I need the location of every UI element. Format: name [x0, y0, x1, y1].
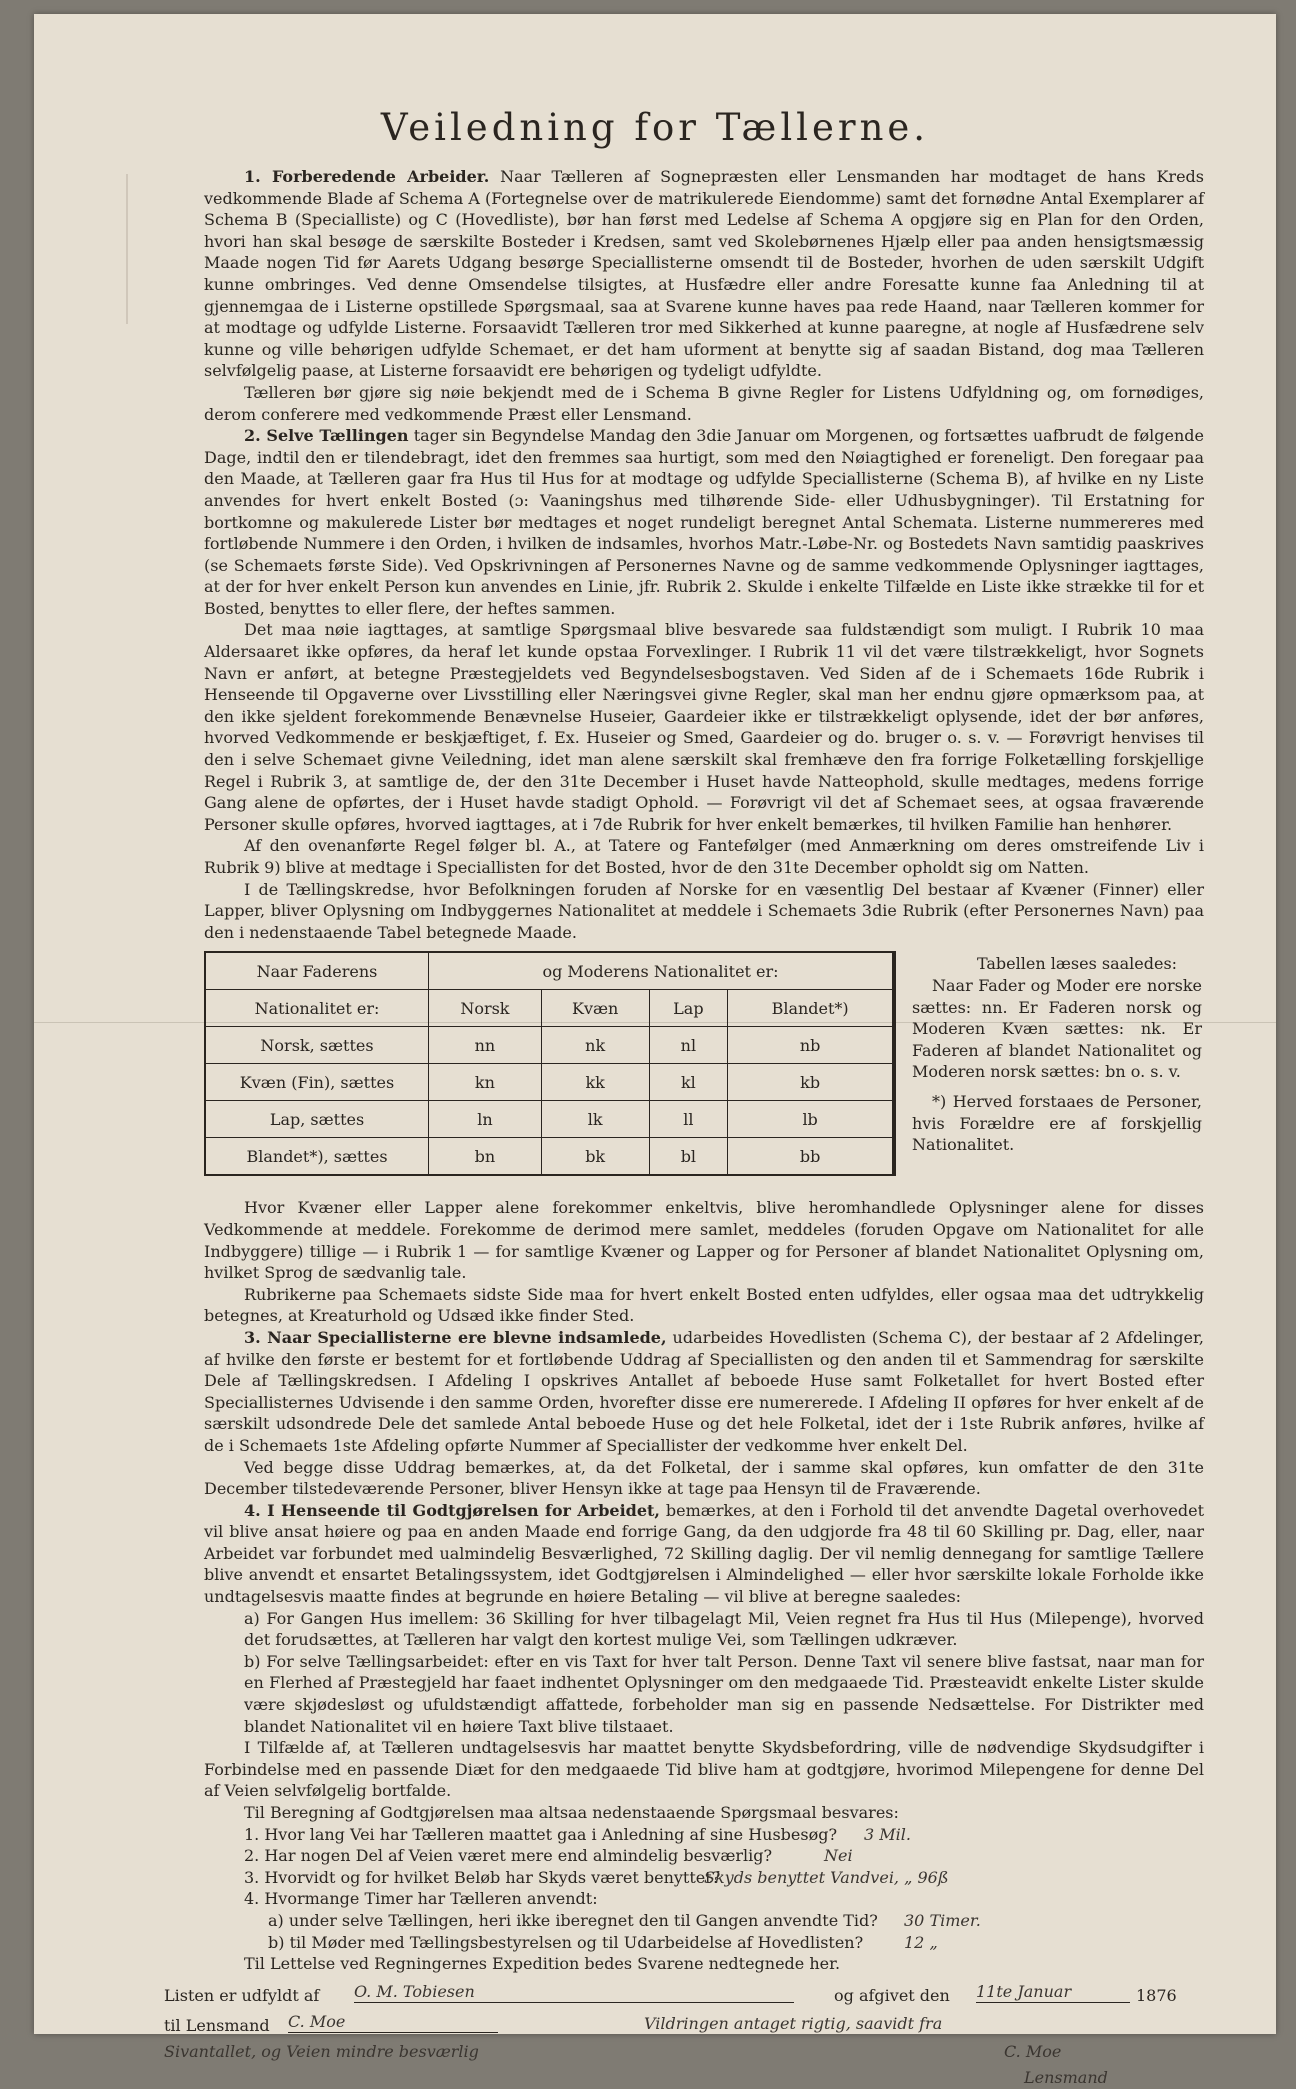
- table-cell: bk: [541, 1138, 649, 1176]
- question-answer: Skyds benyttet Vandvei, „ 96ß: [704, 1867, 949, 1887]
- lensmand-label: til Lensmand: [164, 2015, 270, 2035]
- question-row: [204, 1824, 1204, 1846]
- section-1-heading: 1. Forberedende Arbeider.: [244, 167, 490, 186]
- row-label: Kvæn (Fin), sættes: [205, 1064, 429, 1101]
- section-4-paragraph: [204, 1500, 1204, 1608]
- section-1-text: Naar Tælleren af Sognepræsten eller Lensmanden har modtaget de hans Kreds vedkommende Blade af Schema A (Fortegnelse over de matrikulerede Eiendomme) samt det fornødne Antal Exemplarer af Schema B (Specialliste) og C (Hovedliste), bør han først med Ledelse af Schema A opgjøre sig en Plan for den Orden, hvori han skal besøge de særskilte Bosteder i Kredsen, samt ved Skolebørnenes Hjælp eller paa anden hensigtsmæssig Maade nogen Tid før Aarets Udgang besørge Speciallisterne omsendt til de Bosteder, hvorhen de uden særskilt Udgift kunne ombringes. Ved denne Omsendelse tilsigtes, at Husfædre eller andre Foresatte kunne faa Anledning til at gjennemgaa de i Listerne opstillede Spørgsmaal, saa at Svarene kunne haves paa rede Haand, naar Tælleren kommer for at modtage og udfylde Listerne. Forsaavidt Tælleren tror med Sikkerhed at kunne paaregne, at nogle af Husfædrene selv kunne og ville behørigen udfylde Schemaet, er det ham uforment at benytte sig af saadan Bistand, dog maa Tælleren selvfølgelig paase, at Listerne forsaavidt ere behørigen og tydeligt udfyldte.: [204, 167, 1205, 381]
- table-cell: nk: [541, 1027, 649, 1064]
- column-header: Blandet*): [728, 990, 894, 1027]
- table-cell: ln: [429, 1101, 542, 1138]
- section-2-paragraph-2: Det maa nøie iagttages, at samtlige Spørgsmaal blive besvarede saa fuldstændigt som muligt. I Rubrik 10 maa Aldersaaret ikke opføres, da heraf let kunde opstaa Forvexlinger. I Rubrik 11 vil det være tilstrækkeligt, hvor Sognets Navn er anført, at betegne Præstegjeldets ved Begyndelsesbogstaven. Ved Siden af de i Schemaets 16de Rubrik i Henseende til Opgaverne over Livsstilling eller Næringsvei givne Regler, skal man her endnu gjøre opmærksom paa, at den ikke sjeldent forekommende Benævnelse Huseier, Gaardeier ikke er tilstrækkeligt oplysende, idet der bør anføres, hvorved Vedkommende er beskjæftiget, f. Ex. Huseier og Smed, Gaardeier og do. bruger o. s. v. — Forøvrigt henvises til den i selve Schemaet givne Veiledning, idet man alene særskilt skal fremhæve den fra forrige Folketælling forskjellige Regel i Rubrik 3, at samtlige de, der den 31te December i Huset havde Natteophold, skulle medtages, medens forrige Gang alene de opførtes, der i Huset havde stadigt Ophold. — Forøvrigt vil det af Schemaet sees, at ogsaa fraværende Personer skulle opføres, hvorved iagttages, at i 7de Rubrik for hver enkelt bemærkes, til hvilken Familie han henhører.: [204, 620, 1204, 834]
- bleed-through-edge: [1230, 164, 1276, 414]
- page-title: Veiledning for Tællerne.: [380, 106, 930, 149]
- question-answer: 3 Mil.: [864, 1824, 911, 1844]
- table-cell: nb: [728, 1027, 894, 1064]
- question-text: b) til Møder med Tællingsbestyrelsen og til Udarbeidelse af Hovedlisten?: [268, 1932, 864, 1952]
- year: 1876: [1136, 1985, 1177, 2005]
- row-label: Norsk, sættes: [205, 1027, 429, 1064]
- section-3-paragraph-2: Ved begge disse Uddrag bemærkes, at, da det Folketal, der i samme skal opføres, kun omfatter de den 31te December tilstedeværende Personer, bliver Hensyn ikke at tage paa Hensyn til de Fraværende.: [204, 1457, 1204, 1499]
- questions-list: [204, 1824, 1204, 1954]
- question-row: [204, 1888, 1204, 1910]
- table-cell: nn: [429, 1027, 542, 1064]
- table-header-row: [205, 952, 894, 990]
- table-cell: lk: [541, 1101, 649, 1138]
- table-cell: kk: [541, 1064, 649, 1101]
- section-2-paragraph: [204, 425, 1204, 619]
- signature-block: [164, 1979, 1204, 2089]
- question-text: 3. Hvorvidt og for hvilket Beløb har Skyds været benyttet?: [244, 1867, 721, 1887]
- document-page: [34, 14, 1276, 2087]
- table-row: [205, 1027, 894, 1064]
- section-4-paragraph-2: I Tilfælde af, at Tælleren undtagelsesvis har maattet benytte Skydsbefordring, ville de nødvendige Skydsudgifter i Forbindelse med en passende Diæt for den medgaaede Tid blive ham at godtgjøre, hvorimod Milepengene for denne Del af Veien selvfølgelig bortfalde.: [204, 1738, 1204, 1801]
- section-3-paragraph: [204, 1327, 1204, 1457]
- table-cell: ll: [649, 1101, 728, 1138]
- row-label: Lap, sættes: [205, 1101, 429, 1138]
- header-father-2: Nationalitet er:: [205, 990, 429, 1027]
- section-4-item-a: a) For Gangen Hus imellem: 36 Skilling for hver tilbagelagt Mil, Veien regnet fra Hus til Hus (Milepenge), hvorved det forudsættes, at Tælleren har valgt den kortest mulige Vei, som Tællingen udkræver.: [244, 1608, 1204, 1650]
- question-answer: 12 „: [904, 1932, 938, 1952]
- section-1-paragraph: [204, 166, 1204, 382]
- section-4-heading: 4. I Henseende til Godtgjørelsen for Arbeidet,: [244, 1500, 660, 1520]
- nationality-table: [204, 951, 896, 1176]
- table-cell: kb: [728, 1064, 894, 1101]
- question-text: 2. Har nogen Del af Veien været mere end almindelig besværlig?: [244, 1846, 773, 1866]
- table-cell: kl: [649, 1064, 728, 1101]
- section-2-paragraph-4: I de Tællingskredse, hvor Befolkningen foruden af Norske for en væsentlig Del bestaar af Kvæner (Finner) eller Lapper, bliver Oplysning om Indbyggernes Nationalitet at meddele i Schemaets 3die Rubrik (efter Personernes Navn) paa den i nedenstaaende Tabel betegnede Maade.: [204, 879, 1204, 942]
- table-explanation-title: Tabellen læses saaledes:: [976, 954, 1178, 974]
- table-row: [205, 1064, 894, 1101]
- header-mother: og Moderens Nationalitet er:: [429, 952, 895, 990]
- section-4-item-b: b) For selve Tællingsarbeidet: efter en vis Taxt for hver talt Person. Denne Taxt vil senere blive fastsat, naar man for en Flerhed af Præstegjeld har faaet indhentet Oplysninger om den medgaaede Tid. Præsteavidt enkelte Lister skulde være skjødesløst og ufuldstændigt affattede, forbeholder man sig en passende Nedsættelse. For Distrikter med blandet Nationalitet vil en høiere Taxt blive tilstaaet.: [244, 1651, 1204, 1736]
- question-answer: 30 Timer.: [904, 1910, 981, 1930]
- question-text: 1. Hvor lang Vei har Tælleren maattet gaa i Anledning af sine Husbesøg?: [244, 1824, 838, 1844]
- table-footnote: *) Herved forstaaes de Personer, hvis Forældre ere af forskjellig Nationalitet.: [912, 1091, 1202, 1155]
- table-subheader-row: [205, 990, 894, 1027]
- document-body: [164, 166, 1205, 2089]
- handwritten-remark-2: Sivantallet, og Veien mindre besværlig: [164, 2041, 479, 2061]
- table-cell: bl: [649, 1138, 728, 1176]
- question-row: [204, 1845, 1204, 1867]
- lensmand-value: C. Moe: [288, 2011, 498, 2034]
- table-cell: nl: [649, 1027, 728, 1064]
- table-row: [205, 1138, 894, 1176]
- header-father-1: Naar Faderens: [205, 952, 429, 990]
- row-label: Blandet*), sættes: [205, 1138, 429, 1176]
- after-table-paragraph: Hvor Kvæner eller Lapper alene forekommer enkeltvis, blive heromhandlede Oplysninger alene for disses Vedkommende at meddele. Forekomme de derimod mere samlet, meddeles (foruden Opgave om Nationalitet for alle Indbyggere) tillige — i Rubrik 1 — for samtlige Kvæner og Lapper og for Personer af blandet Nationalitet Oplysning om, hvilket Sprog de sædvanlig tale.: [204, 1198, 1204, 1283]
- table-cell: lb: [728, 1101, 894, 1138]
- listen-label: Listen er udfyldt af: [164, 1985, 320, 2005]
- question-answer: Nei: [824, 1846, 853, 1866]
- question-text: a) under selve Tællingen, heri ikke iberegnet den til Gangen anvendte Tid?: [268, 1910, 878, 1930]
- column-header: Norsk: [429, 990, 542, 1027]
- handwritten-remark: Vildringen antaget rigtig, saavidt fra: [644, 2013, 943, 2033]
- closing-line: Til Lettelse ved Regningernes Expedition bedes Svarene nedtegnede her.: [244, 1954, 841, 1974]
- section-2-paragraph-3: Af den ovenanførte Regel følger bl. A., at Tatere og Fantefølger (med Anmærkning om deres omstreifende Liv i Rubrik 9) blive at medtage i Speciallisten for det Bosted, hvor de den 31te December opholdt sig om Natten.: [204, 836, 1204, 877]
- after-table-paragraph-2: Rubrikerne paa Schemaets sidste Side maa for hvert enkelt Bosted enten udfyldes, eller ogsaa maa det udtrykkelig betegnes, at Kreaturhold og Udsæd ikke finder Sted.: [204, 1284, 1204, 1326]
- nationality-table-block: [204, 951, 1204, 1191]
- section-3-text: udarbeides Hovedlisten (Schema C), der bestaar af 2 Afdelinger, af hvilke den første er bestemt for et fortløbende Uddrag af Speciallisten og den anden til et Sammendrag for særskilte Dele af Tællingskredsen. I Afdeling I opskrives Antallet af beboede Huse samt Folketallet for hvert Bosted efter Speciallisternes Udvisende i den samme Orden, hvorefter disse ere numererede. I Afdeling II opføres for hver enkelt af de særskilt udsondrede Dele det samlede Antal beboede Huse og det hele Folketal, idet der i 1ste Rubrik anføres, hvilke af de i Schemaets 1ste Afdeling opførte Nummer af Speciallister der vedkomme hver enkelt Del.: [204, 1327, 1204, 1455]
- section-1-paragraph-2: Tælleren bør gjøre sig nøie bekjendt med de i Schema B givne Regler for Listens Udfyldning og, om fornødiges, derom conferere med vedkommende Præst eller Lensmand.: [204, 382, 1204, 424]
- table-cell: bn: [429, 1138, 542, 1176]
- table-cell: kn: [429, 1064, 542, 1101]
- table-explanation: [912, 953, 1202, 1155]
- signature-title: Lensmand: [1024, 2067, 1108, 2087]
- table-cell: bb: [728, 1138, 894, 1176]
- section-4-text: bemærkes, at den i Forhold til det anvendte Dagetal overhovedet vil blive ansat høiere og paa en anden Maade end forrige Gang, da den udgjorde fra 48 til 60 Skilling pr. Dag, eller, naar Arbeidet var forbundet med ualmindelig Besværlighed, 72 Skilling daglig. Der vil nemlig dennegang for samtlige Tællere blive anvendt et ensartet Betalingssystem, idet Godtgjørelsen i Almindelighed — eller hvor særskilte lokale Forholde ikke undtagelsesvis maatte findes at begrunde en høiere Betaling — vil blive at beregne saaledes:: [204, 1500, 1205, 1607]
- afgivet-value: 11te Januar: [976, 1981, 1130, 2004]
- signature: C. Moe: [1004, 2041, 1062, 2061]
- column-header: Kvæn: [541, 990, 649, 1027]
- question-text: 4. Hvormange Timer har Tælleren anvendt:: [244, 1889, 598, 1909]
- section-2-heading: 2. Selve Tællingen: [244, 426, 409, 446]
- section-3-heading: 3. Naar Speciallisterne ere blevne indsamlede,: [244, 1327, 667, 1347]
- section-4-paragraph-3: Til Beregning af Godtgjørelsen maa altsaa nedenstaaende Spørgsmaal besvares:: [244, 1803, 899, 1822]
- table-explanation-text: Naar Fader og Moder ere norske sættes: nn. Er Faderen norsk og Moderen Kvæn sættes: nk. Er Faderen af blandet Nationalitet og Moderen norsk sættes: bn o. s. v.: [912, 975, 1202, 1082]
- table-row: [205, 1101, 894, 1138]
- section-2-text: tager sin Begyndelse Mandag den 3die Januar om Morgenen, og fortsættes uafbrudt de følgende Dage, indtil den er tilendebragt, idet den fremmes saa hurtigt, som med den Nøiagtighed er foreneligt. Den foregaar paa den Maade, at Tælleren gaar fra Hus til Hus for at modtage og udfylde Speciallisterne (Schema B), af hvilke en ny Liste anvendes for hvert enkelt Bosted (ɔ: Vaaningshus med tilhørende Side- eller Udhusbygninger). Til Erstatning for bortkomne og makulerede Lister bør medtages et noget rundeligt beregnet Antal Schemata. Listerne nummereres med fortløbende Nummere i den Orden, i hvilken de indsamles, hvorhos Matr.-Løbe-Nr. og Bostedets Navn samtidig paaskrives (se Schemaets første Side). Ved Opskrivningen af Personernes Navne og de samme vedkommende Oplysninger iagttages, at der for hver enkelt Person kun anvendes en Linie, jfr. Rubrik 2. Skulde i enkelte Tilfælde en Liste ikke strække til for et Bosted, benyttes to eller flere, der heftes sammen.: [204, 426, 1204, 618]
- question-row: [204, 1932, 1204, 1954]
- question-row: [204, 1910, 1204, 1932]
- afgivet-label: og afgivet den: [834, 1985, 950, 2005]
- listen-value: O. M. Tobiesen: [354, 1981, 794, 2004]
- bleed-mark: [126, 174, 138, 324]
- column-header: Lap: [649, 990, 728, 1027]
- question-row: [204, 1867, 1204, 1889]
